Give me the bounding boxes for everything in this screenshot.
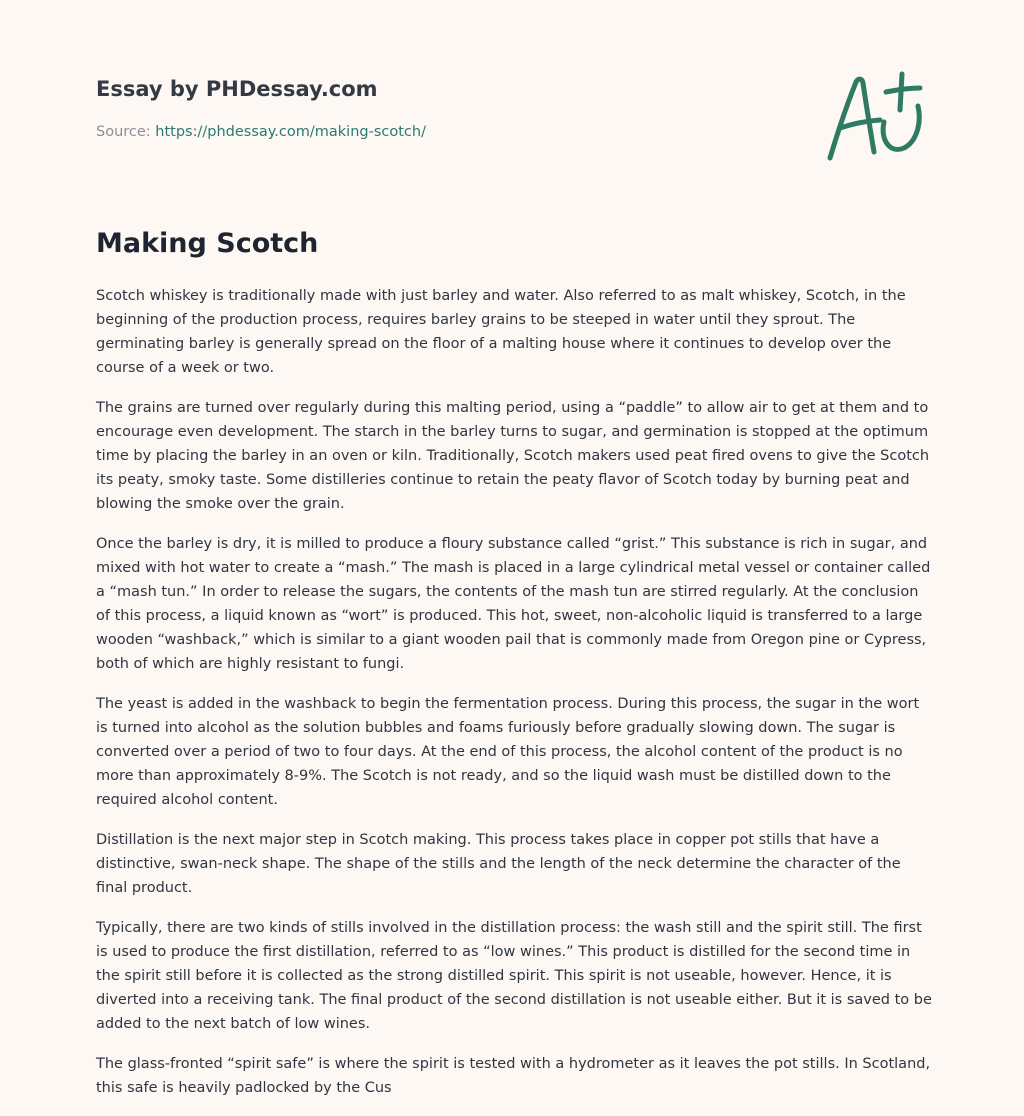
site-brand: Essay by PHDessay.com xyxy=(96,77,378,101)
essay-paragraph: Once the barley is dry, it is milled to produce a floury substance called “grist.” This substance is rich in sugar, and mixed with hot water to create a “mash.” The mash is placed in a large cylindrical metal vessel or container called a “mash tun.” In order to release the sugars, the contents of the mash tun are stirred regularly. At the conclusion of this process, a liquid known as “wort” is produced. This hot, sweet, non-alcoholic liquid is transferred to a large wooden “washback,” which is similar to a giant wooden pail that is commonly made from Oregon pine or Cypress, both of which are highly resistant to fungi. xyxy=(96,536,931,672)
source-link[interactable]: https://phdessay.com/making-scotch/ xyxy=(155,124,426,140)
source-label: Source: xyxy=(96,124,151,140)
essay-body xyxy=(96,284,932,1116)
essay-paragraph: Scotch whiskey is traditionally made with just barley and water. Also referred to as malt whiskey, Scotch, in the beginning of the production process, requires barley grains to be steeped in water until they sprout. The germinating barley is generally spread on the floor of a malting house where it continues to develop over the course of a week or two. xyxy=(96,288,906,376)
page-header xyxy=(96,74,796,142)
essay-paragraph: Typically, there are two kinds of stills involved in the distillation process: the wash still and the spirit still. The first is used to produce the first distillation, referred to as “low wines.” This product is distilled for the second time in the spirit still before it is collected as the strong distilled spirit. This spirit is not useable, however. Hence, it is diverted into a receiving tank. The final product of the second distillation is not useable either. But it is saved to be added to the next batch of low wines. xyxy=(96,920,932,1032)
essay-paragraph: The yeast is added in the washback to begin the fermentation process. During this process, the sugar in the wort is turned into alcohol as the solution bubbles and foams furiously before gradually slowing down. The sugar is converted over a period of two to four days. At the end of this process, the alcohol content of the product is no more than approximately 8-9%. The Scotch is not ready, and so the liquid wash must be distilled down to the required alcohol content. xyxy=(96,696,920,808)
essay-paragraph: The grains are turned over regularly during this malting period, using a “paddle” to allow air to get at them and to encourage even development. The starch in the barley turns to sugar, and germination is stopped at the optimum time by placing the barley in an oven or kiln. Traditionally, Scotch makers used peat fired ovens to give the Scotch its peaty, smoky taste. Some distilleries continue to retain the peaty flavor of Scotch today by burning peat and blowing the smoke over the grain. xyxy=(96,400,930,512)
essay-paragraph: The glass-fronted “spirit safe” is where the spirit is tested with a hydrometer as it leaves the pot stills. In Scotland, this safe is heavily padlocked by the Cus xyxy=(96,1056,931,1096)
source-line xyxy=(96,122,796,142)
essay-paragraph: Distillation is the next major step in Scotch making. This process takes place in copper pot stills that have a distinctive, swan-neck shape. The shape of the stills and the length of the neck determine the character of the final product. xyxy=(96,832,901,896)
a-plus-logo-icon xyxy=(818,66,930,166)
essay-title: Making Scotch xyxy=(96,228,319,259)
